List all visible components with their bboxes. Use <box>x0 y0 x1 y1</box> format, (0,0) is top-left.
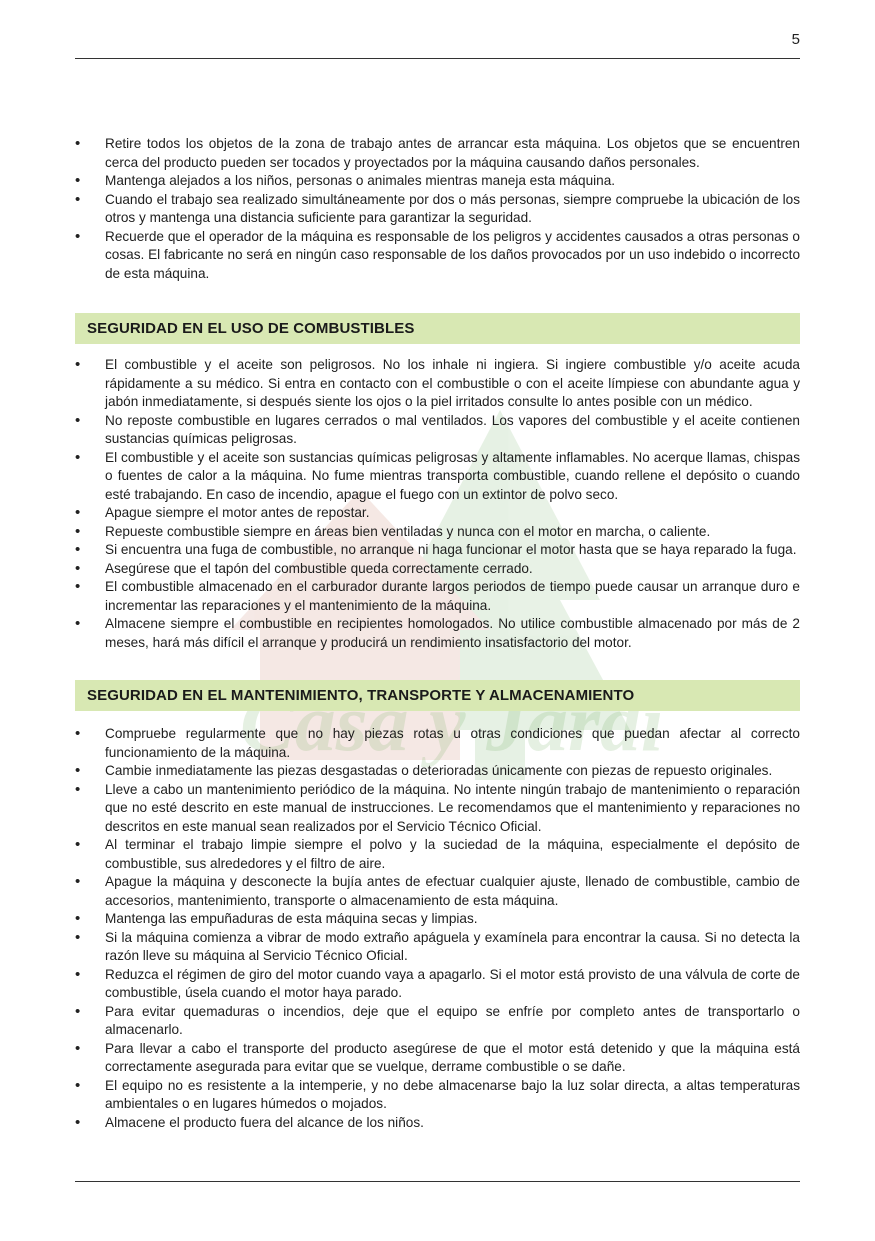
watermark-brand-text: Casa y Jard <box>240 677 641 768</box>
list-item: • Si la máquina comienza a vibrar de modo extraño apáguela y examínela para encontrar la causa. Si no detecta la razón lleve su máquina al Servicio Técnico Oficial. <box>75 929 800 966</box>
maintenance-safety-heading: SEGURIDAD EN EL MANTENIMIENTO, TRANSPORTE Y ALMACENAMIENTO <box>75 680 800 711</box>
list-item: • Mantenga alejados a los niños, personas o animales mientras maneja esta máquina. <box>75 172 800 191</box>
header-rule <box>75 58 800 59</box>
list-item: • Lleve a cabo un mantenimiento periódico de la máquina. No intente ningún trabajo de mantenimiento o reparación que no esté descrito en este manual de instrucciones. Le recomendamos que el mantenimiento y reparaciones no descritos en este manual sean realizados por el Servicio Técnico Oficial. <box>75 781 800 837</box>
fuel-safety-heading: SEGURIDAD EN EL USO DE COMBUSTIBLES <box>75 313 800 344</box>
list-item: • Mantenga las empuñaduras de esta máquina secas y limpias. <box>75 910 800 929</box>
list-item: • Apague la máquina y desconecte la bujía antes de efectuar cualquier ajuste, llenado de combustible, cambio de accesorios, mantenimiento, transporte o almacenamiento de esta máquina. <box>75 873 800 910</box>
list-item: • Cambie inmediatamente las piezas desgastadas o deterioradas únicamente con piezas de repuesto originales. <box>75 762 800 781</box>
list-item: • El combustible y el aceite son peligrosos. No los inhale ni ingiera. Si ingiere combustible y/o aceite acuda rápidamente a su médico. Si entra en contacto con el combustible o con el aceite límpiese con abundante agua y jabón inmediatamente, si después siente los ojos o la piel irritados consulte lo antes posible con un médico. <box>75 356 800 412</box>
list-item: • Almacene siempre el combustible en recipientes homologados. No utilice combustible almacenado por más de 2 meses, hará más difícil el arranque y producirá un rendimiento insatisfactorio del motor. <box>75 615 800 652</box>
footer-rule <box>75 1181 800 1182</box>
list-item: • El combustible y el aceite son sustancias químicas peligrosas y altamente inflamables. No acerque llamas, chispas o fuentes de calor a la máquina. No fume mientras transporta combustible, cuando rellene el depósito o cuando esté trabajando. En caso de incendio, apague el fuego con un extintor de polvo seco. <box>75 449 800 505</box>
list-item: • Almacene el producto fuera del alcance de los niños. <box>75 1114 800 1133</box>
list-item: • Al terminar el trabajo limpie siempre el polvo y la suciedad de la máquina, especialmente el depósito de combustible, sus alrededores y el filtro de aire. <box>75 836 800 873</box>
list-item: • Compruebe regularmente que no hay piezas rotas u otras condiciones que puedan afectar al correcto funcionamiento de la máquina. <box>75 725 800 762</box>
intro-list <box>75 135 800 283</box>
list-item: • Retire todos los objetos de la zona de trabajo antes de arrancar esta máquina. Los objetos que se encuentren cerca del producto pueden ser tocados y proyectados por la máquina causando daños personales. <box>75 135 800 172</box>
list-item: • El equipo no es resistente a la intemperie, y no debe almacenarse bajo la luz solar directa, a altas temperaturas ambientales o en lugares húmedos o mojados. <box>75 1077 800 1114</box>
fuel-safety-list <box>75 356 800 652</box>
list-item: • Repueste combustible siempre en áreas bien ventiladas y nunca con el motor en marcha, o caliente. <box>75 523 800 542</box>
list-item: • Para evitar quemaduras o incendios, deje que el equipo se enfríe por completo antes de transportarlo o almacenarlo. <box>75 1003 800 1040</box>
list-item: • Apague siempre el motor antes de repostar. <box>75 504 800 523</box>
maintenance-safety-list <box>75 725 800 1132</box>
list-item: • Para llevar a cabo el transporte del producto asegúrese de que el motor está detenido y que la máquina está correctamente asegurada para evitar que se vuelque, derrame combustible o se dañe. <box>75 1040 800 1077</box>
list-item: • No reposte combustible en lugares cerrados o mal ventilados. Los vapores del combustible y el aceite contienen sustancias químicas peligrosas. <box>75 412 800 449</box>
list-item: • Si encuentra una fuga de combustible, no arranque ni haga funcionar el motor hasta que se haya reparado la fuga. <box>75 541 800 560</box>
list-item: • Cuando el trabajo sea realizado simultáneamente por dos o más personas, siempre compruebe la ubicación de los otros y mantenga una distancia suficiente para garantizar la seguridad. <box>75 191 800 228</box>
list-item: • Reduzca el régimen de giro del motor cuando vaya a apagarlo. Si el motor está provisto de una válvula de corte de combustible, úsela cuando el motor haya parado. <box>75 966 800 1003</box>
list-item: • Asegúrese que el tapón del combustible queda correctamente cerrado. <box>75 560 800 579</box>
list-item: • Recuerde que el operador de la máquina es responsable de los peligros y accidentes causados a otras personas o cosas. El fabricante no será en ningún caso responsable de los daños provocados por un uso indebido o incorrecto de esta máquina. <box>75 228 800 284</box>
document-body <box>75 135 800 1132</box>
page-number: 5 <box>791 31 800 48</box>
list-item: • El combustible almacenado en el carburador durante largos periodos de tiempo puede causar un arranque duro e incrementar las reparaciones y el mantenimiento de la máquina. <box>75 578 800 615</box>
